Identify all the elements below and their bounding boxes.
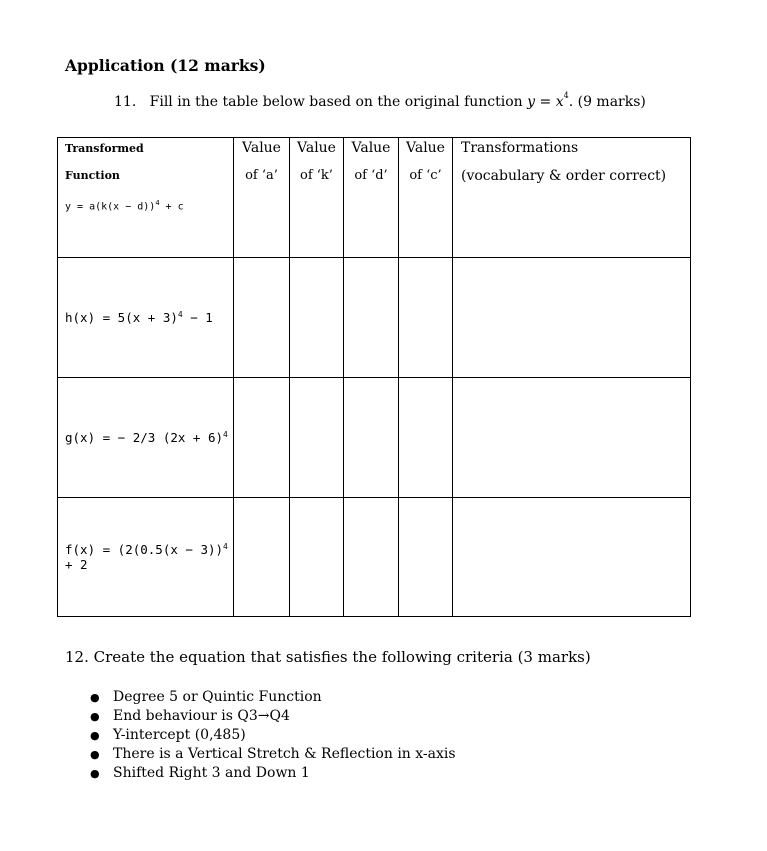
row-h-fn-exp: 4 — [177, 309, 183, 319]
header-function — [58, 138, 234, 258]
header-function-line2: Function — [65, 169, 120, 182]
header-value-c — [399, 138, 453, 258]
header-value-d-line2: of ‘d’ — [354, 168, 388, 183]
list-item: ● End behaviour is Q3→Q4 — [113, 707, 456, 726]
header-value-c-line1: Value — [406, 140, 445, 156]
transformations-table — [57, 137, 691, 617]
row-f-fn-post: + 2 — [65, 557, 88, 573]
row-h-value-c[interactable] — [399, 258, 453, 378]
table-row — [58, 378, 691, 498]
list-item: ● Shifted Right 3 and Down 1 — [113, 764, 456, 783]
row-g-value-k[interactable] — [290, 378, 344, 498]
table-header-row — [58, 138, 691, 258]
header-function-line1: Transformed — [65, 142, 144, 155]
row-g-fn-exp: 4 — [223, 429, 228, 439]
row-g-fn-pre: g(x) = − 2/3 (2x + 6) — [65, 430, 224, 446]
row-g-function — [58, 378, 234, 498]
row-f-value-d[interactable] — [344, 498, 399, 617]
row-g-value-c[interactable] — [399, 378, 453, 498]
header-value-k — [290, 138, 344, 258]
question-11-func-base: x — [555, 94, 564, 110]
header-value-a-line1: Value — [242, 140, 281, 156]
header-eq-tail: + c — [159, 201, 184, 213]
header-transformations-line1: Transformations — [461, 140, 579, 156]
list-item: ● Y-intercept (0,485) — [113, 726, 456, 745]
row-g-transformations[interactable] — [453, 378, 691, 498]
row-h-function — [58, 258, 234, 378]
header-value-a — [234, 138, 290, 258]
header-transformations — [453, 138, 691, 258]
list-item: ● There is a Vertical Stretch & Reflection in x-axis — [113, 745, 456, 764]
question-12: 12. Create the equation that satisfies the following criteria (3 marks) — [65, 648, 591, 666]
header-value-c-line2: of ‘c’ — [409, 168, 442, 183]
row-f-fn-pre: f(x) = (2(0.5(x − 3)) — [65, 542, 224, 558]
header-value-k-line1: Value — [297, 140, 336, 156]
row-h-fn-pre: h(x) = 5(x + 3) — [65, 310, 178, 326]
row-f-value-a[interactable] — [234, 498, 290, 617]
header-transformations-line2: (vocabulary & order correct) — [461, 168, 667, 184]
criteria-list — [90, 688, 456, 783]
row-h-value-a[interactable] — [234, 258, 290, 378]
question-11-text: Fill in the table below based on the original function — [149, 94, 523, 110]
list-item: ● Degree 5 or Quintic Function — [113, 688, 456, 707]
row-g-value-d[interactable] — [344, 378, 399, 498]
header-function-equation — [65, 199, 233, 212]
row-h-transformations[interactable] — [453, 258, 691, 378]
header-value-d — [344, 138, 399, 258]
row-h-value-k[interactable] — [290, 258, 344, 378]
row-g-value-a[interactable] — [234, 378, 290, 498]
row-f-value-k[interactable] — [290, 498, 344, 617]
row-f-value-c[interactable] — [399, 498, 453, 617]
question-11-number: 11. — [114, 94, 137, 110]
header-value-d-line1: Value — [351, 140, 391, 156]
table-row — [58, 498, 691, 617]
header-value-a-line2: of ‘a’ — [245, 168, 278, 183]
section-title: Application (12 marks) — [65, 56, 266, 75]
row-f-fn-exp: 4 — [223, 541, 228, 551]
row-f-function — [58, 498, 234, 617]
question-11 — [114, 91, 646, 110]
question-11-func-lhs: y — [527, 94, 536, 110]
header-eq-exp: 4 — [155, 199, 160, 207]
question-11-func-end: . (9 marks) — [568, 94, 646, 110]
row-h-fn-post: − 1 — [182, 310, 213, 326]
header-eq-main: y = a(k(x − d)) — [65, 201, 156, 213]
row-h-value-d[interactable] — [344, 258, 399, 378]
question-11-func-exp: 4 — [563, 91, 569, 100]
question-11-func-eq: = — [535, 94, 556, 110]
table-row — [58, 258, 691, 378]
header-value-k-line2: of ‘k’ — [300, 168, 333, 183]
row-f-transformations[interactable] — [453, 498, 691, 617]
